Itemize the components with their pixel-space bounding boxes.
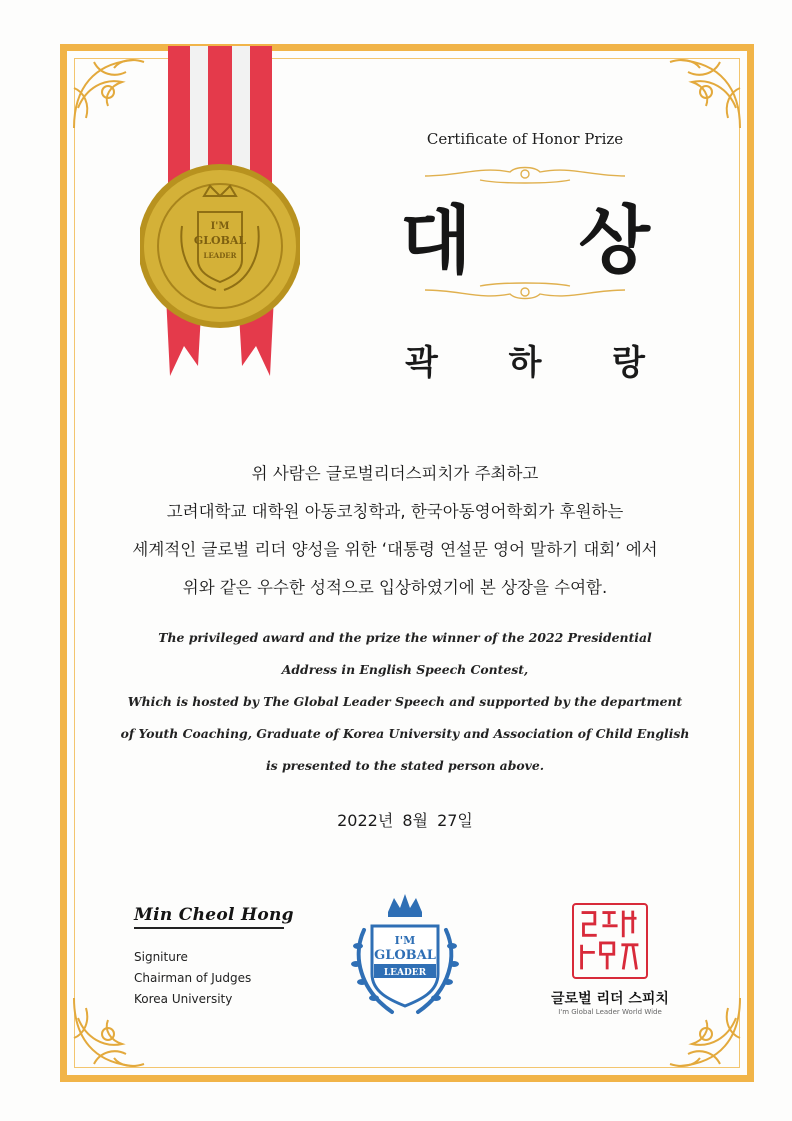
global-leader-emblem: [342, 890, 468, 1020]
award-title-char-2: 상: [578, 198, 650, 284]
signer-affiliation: Korea University: [134, 991, 233, 1006]
signature-label: Signiture: [134, 949, 188, 964]
organization-name: 글로벌 리더 스피치: [551, 991, 669, 1007]
handwritten-signature: Min Cheol Hong: [134, 905, 294, 925]
korean-line: 고려대학교 대학원 아동코칭학과, 한국아동영어학회가 후원하는: [166, 502, 624, 521]
flourish-divider-bottom: [420, 278, 630, 304]
award-date: 2022년 8월 27일: [337, 811, 473, 830]
signature-block: [134, 905, 324, 1010]
signer-title: Chairman of Judges: [134, 970, 252, 985]
english-citation: [100, 622, 710, 782]
korean-citation: [100, 455, 690, 607]
recipient-name: [405, 335, 645, 384]
corner-ornament-top-right: [654, 48, 750, 144]
english-line: Address in English Speech Contest,: [281, 662, 529, 677]
emblem-text-line-3: LEADER: [383, 968, 427, 978]
recipient-name-char-3: 랑: [612, 343, 645, 383]
recipient-name-char-1: 곽: [405, 343, 438, 383]
recipient-name-char-2: 하: [508, 343, 542, 383]
english-line: Which is hosted by The Global Leader Speech and supported by the department: [127, 694, 683, 709]
red-organization-seal: [572, 903, 648, 979]
signature-underline: [134, 927, 284, 929]
korean-line: 위 사람은 글로벌리더스피치가 주최하고: [251, 464, 539, 483]
emblem-text-line-1: I'M: [394, 934, 416, 947]
signer-details: [134, 947, 324, 1010]
certificate-header-english: Certificate of Honor Prize: [426, 130, 624, 148]
english-line: The privileged award and the prize the winner of the 2022 Presidential: [158, 630, 652, 645]
gold-medal-ribbon: [140, 46, 300, 376]
english-line: of Youth Coaching, Graduate of Korea University and Association of Child English: [120, 726, 690, 741]
emblem-text-line-2: GLOBAL: [374, 948, 436, 963]
award-title: [400, 190, 650, 284]
medal-text-line-3: LEADER: [203, 251, 237, 260]
award-title-char-1: 대: [400, 198, 472, 284]
organization-tagline: I'm Global Leader World Wide: [558, 1008, 662, 1016]
english-line: is presented to the stated person above.: [265, 758, 545, 773]
medal-text-line-2: GLOBAL: [193, 234, 247, 247]
korean-line: 위와 같은 우수한 성적으로 입상하였기에 본 상장을 수여함.: [182, 578, 608, 597]
korean-line: 세계적인 글로벌 리더 양성을 위한 ‘대통령 연설문 영어 말하기 대회’ 에서: [132, 540, 658, 559]
medal-text-line-1: I'M: [210, 221, 230, 232]
